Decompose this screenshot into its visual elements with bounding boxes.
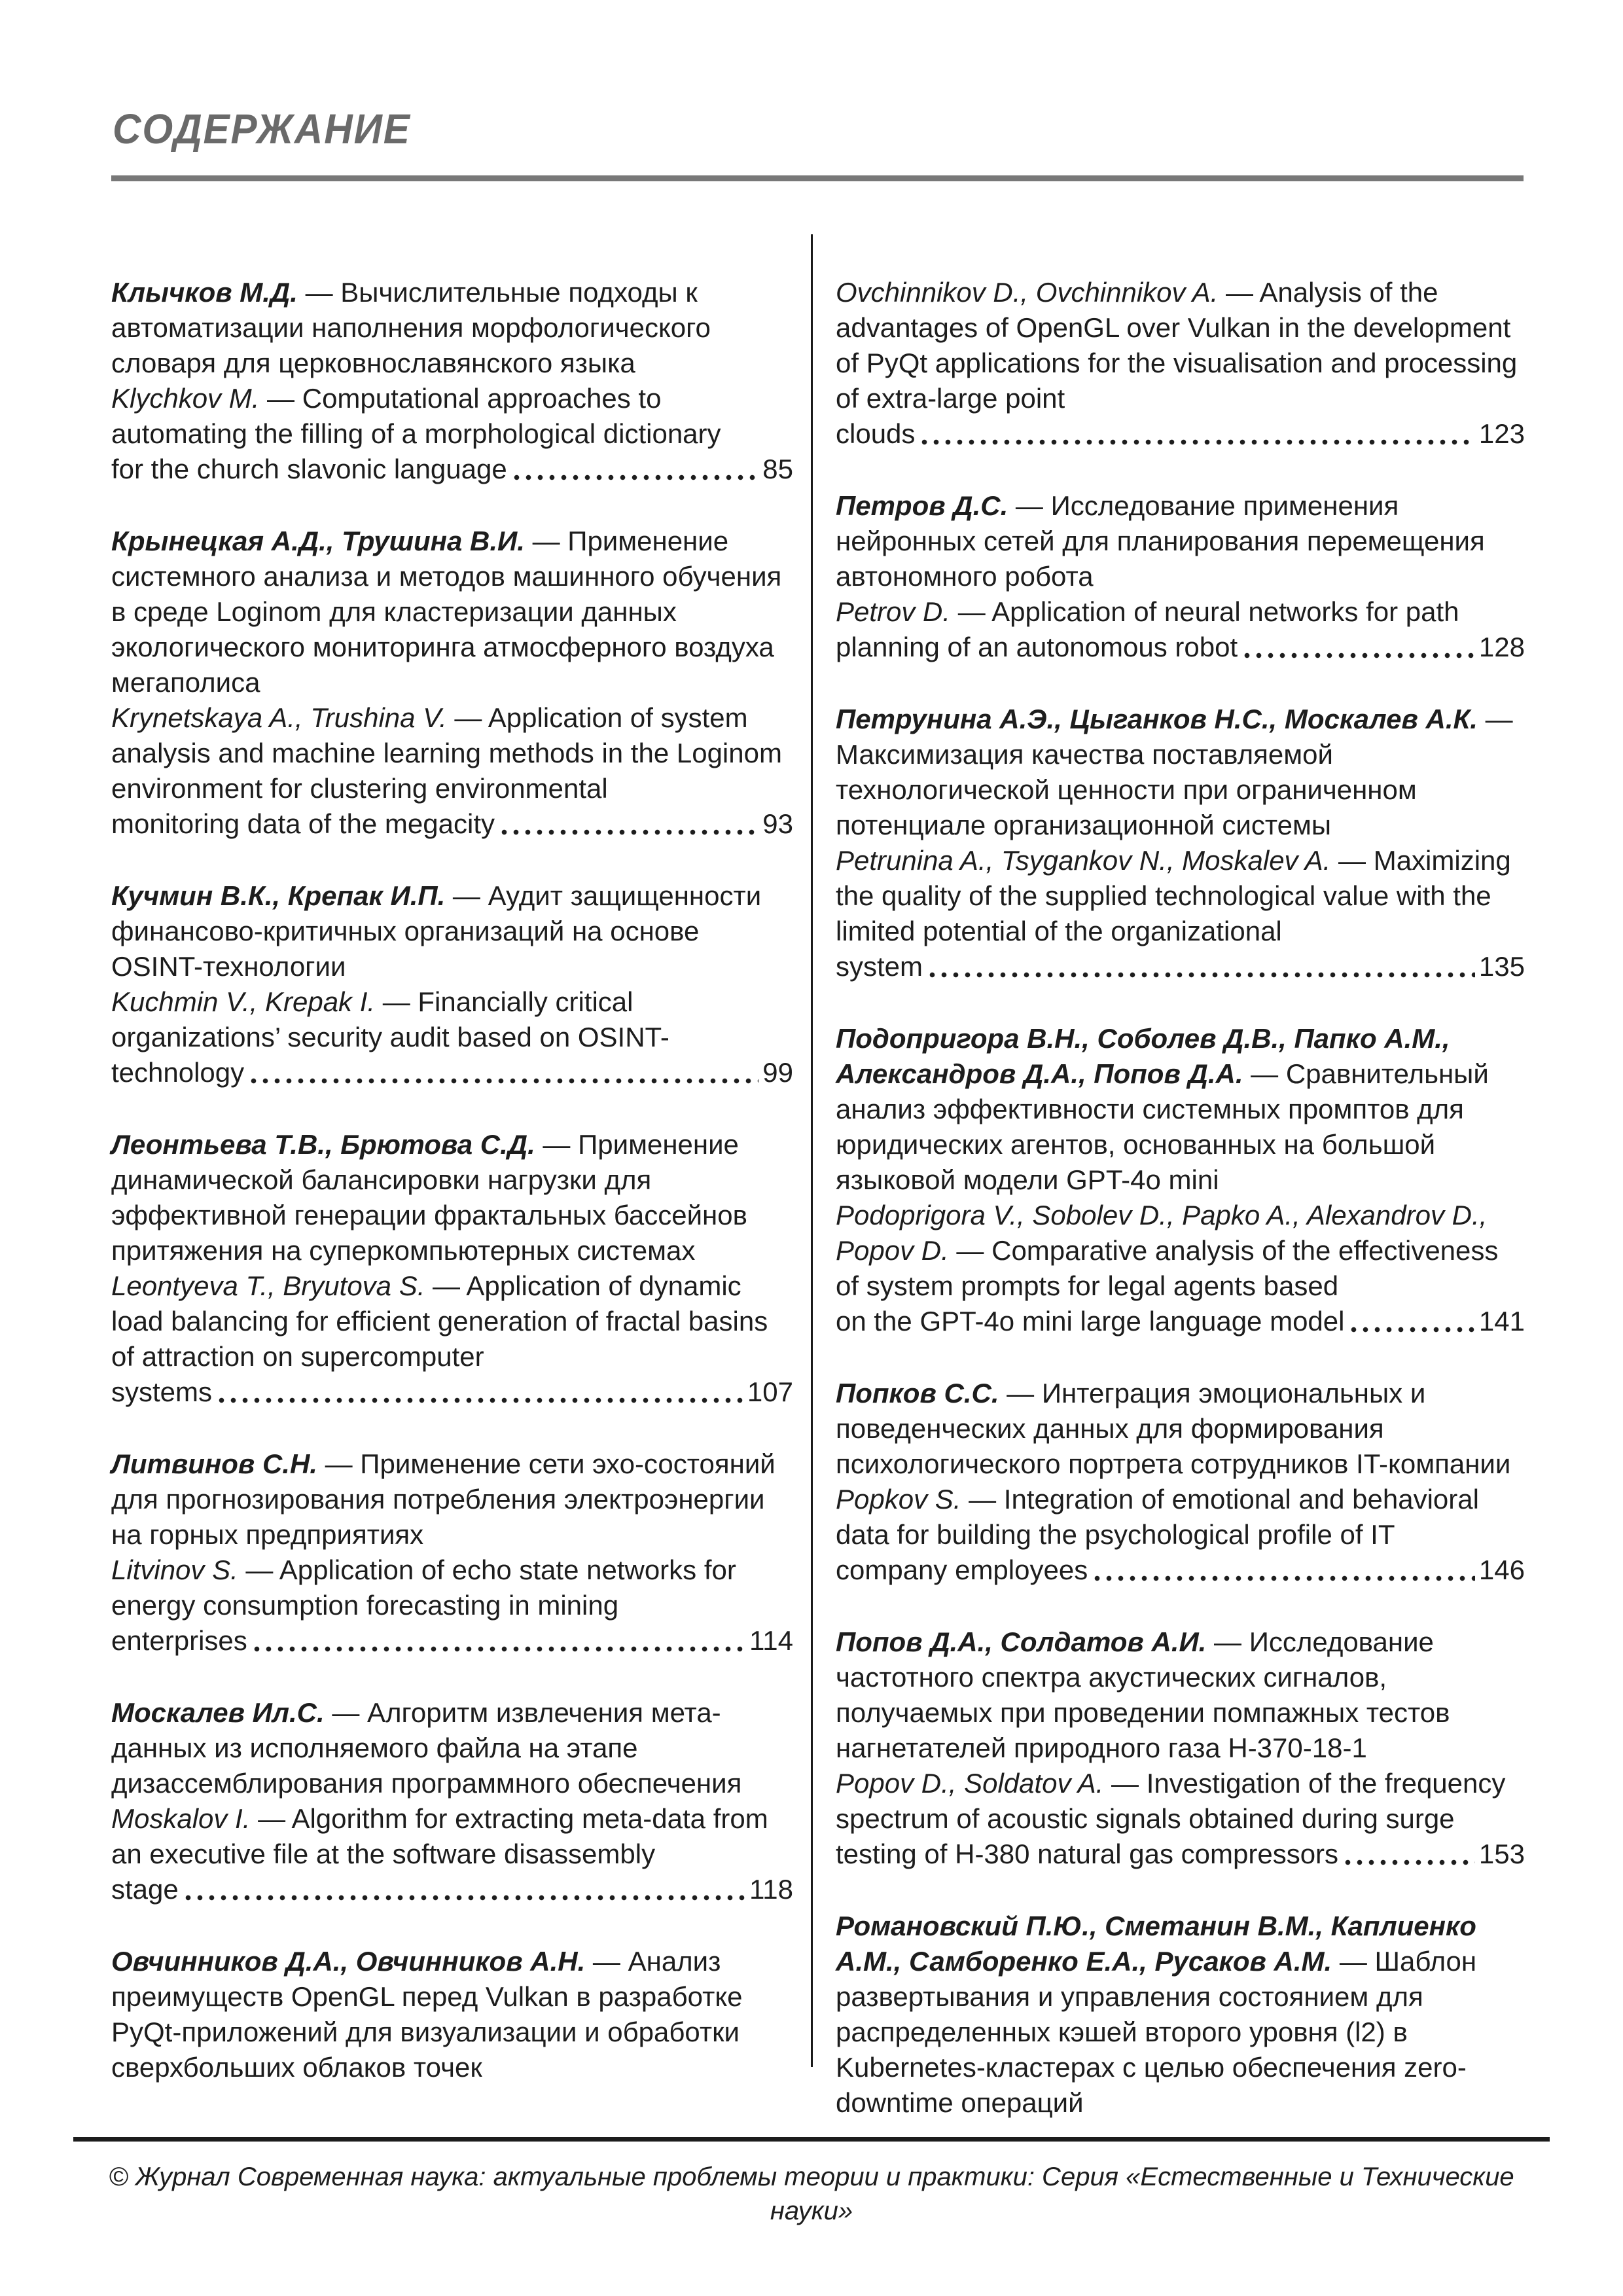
dot-leader <box>929 972 1475 978</box>
entry-title-ru: Максимизация качества поставляемой технологической ценности при ограниченном потенциале организационной системы <box>836 739 1417 840</box>
toc-entry <box>836 702 1525 984</box>
toc-entry <box>836 488 1525 665</box>
entry-authors-en: Popkov S. <box>836 1484 961 1515</box>
page-number: 114 <box>749 1625 793 1656</box>
entry-russian <box>111 1127 793 1268</box>
toc-column-left <box>111 275 793 2122</box>
dot-leader <box>514 475 759 480</box>
toc-entry <box>111 878 793 1090</box>
dot-leader <box>251 1078 758 1084</box>
entry-title-en: Comparative analysis of the effectiveness of system prompts for legal agents based <box>836 1235 1499 1301</box>
dash-separator: — <box>585 1946 628 1977</box>
toc-column-right <box>836 275 1525 2157</box>
header-rule <box>111 175 1524 181</box>
entry-authors-en: Litvinov S. <box>111 1554 238 1585</box>
toc-entry <box>836 1021 1525 1339</box>
entry-pagerow <box>836 949 1525 984</box>
entry-title-en-tail: system <box>836 951 923 982</box>
dash-separator: — <box>1218 277 1260 308</box>
entry-title-ru: Шаблон развертывания и управления состоянием для распределенных кэшей второго уровня (l2) в Kubernetes-кластерах с целью обеспечения zero-downtime операций <box>836 1946 1477 2118</box>
dash-separator: — <box>524 526 568 556</box>
entry-english <box>836 1482 1525 1552</box>
dash-separator: — <box>1206 1626 1249 1657</box>
toc-entry <box>836 1624 1525 1872</box>
entry-pagerow <box>836 1304 1525 1339</box>
entry-russian <box>836 702 1525 843</box>
dash-separator: — <box>948 1235 992 1266</box>
toc-entry <box>111 1944 793 2085</box>
entry-title-ru: Исследование частотного спектра акустических сигналов, получаемых при проведении помпажных тестов нагнетателей природного газа Н-370-18-1 <box>836 1626 1450 1763</box>
entry-title-en-tail: systems <box>111 1376 213 1407</box>
entry-english <box>111 700 793 806</box>
entry-title-ru: Интеграция эмоциональных и поведенческих данных для формирования психологического портрета сотрудников IT-компании <box>836 1378 1511 1479</box>
toc-entry <box>111 1695 793 1907</box>
entry-authors-en: Krynetskaya A., Trushina V. <box>111 702 447 733</box>
entry-authors-en: Ovchinnikov D., Ovchinnikov A. <box>836 277 1219 308</box>
entry-authors-en: Petrunina A., Tsygankov N., Moskalev A. <box>836 845 1331 876</box>
entry-title-en-tail: company employees <box>836 1554 1088 1585</box>
dash-separator: — <box>324 1697 367 1728</box>
entry-english <box>836 275 1525 416</box>
entry-english <box>111 1268 793 1374</box>
entry-authors-en: Klychkov M. <box>111 383 260 414</box>
dash-separator: — <box>445 880 488 911</box>
entry-title-en: Application of dynamic load balancing for efficient generation of fractal basins of attraction on supercomputer <box>111 1270 768 1372</box>
dash-separator: — <box>1008 490 1051 521</box>
footer-rule <box>73 2137 1550 2142</box>
entry-authors-ru: Петрунина А.Э., Цыганков Н.С., Москалев А.К. <box>836 704 1478 734</box>
toc-entry <box>111 524 793 842</box>
dot-leader <box>921 439 1475 445</box>
page-number: 99 <box>762 1057 793 1088</box>
dash-separator: — <box>238 1554 279 1585</box>
dot-leader <box>254 1646 745 1652</box>
toc-entry <box>111 1127 793 1410</box>
entry-title-en-tail: monitoring data of the megacity <box>111 808 495 839</box>
entry-russian <box>836 1909 1525 2121</box>
entry-pagerow <box>111 1374 793 1410</box>
entry-pagerow <box>836 1837 1525 1872</box>
entry-russian <box>836 1021 1525 1198</box>
dash-separator: — <box>961 1484 1004 1515</box>
entry-pagerow <box>836 1552 1525 1588</box>
entry-russian <box>111 524 793 700</box>
entry-title-en: Application of echo state networks for energy consumption forecasting in mining <box>111 1554 736 1621</box>
entry-title-en-tail: stage <box>111 1874 179 1905</box>
column-divider <box>811 234 813 2067</box>
entry-pagerow <box>111 1623 793 1659</box>
entry-title-en-tail: enterprises <box>111 1625 247 1656</box>
dash-separator: — <box>1243 1058 1286 1089</box>
entry-title-en-tail: on the GPT-4o mini large language model <box>836 1306 1345 1336</box>
page-number: 135 <box>1478 951 1525 982</box>
entry-authors-ru: Подопригора В.Н., Соболев Д.В., Папко А.М., Александров Д.А., Попов Д.А. <box>836 1023 1450 1089</box>
entry-pagerow <box>111 1055 793 1090</box>
entry-authors-en: Petrov D. <box>836 596 951 627</box>
entry-title-ru: Аудит защищенности финансово-критичных организаций на основе OSINT-технологии <box>111 880 762 982</box>
entry-russian <box>111 1446 793 1552</box>
entry-russian <box>111 878 793 984</box>
entry-title-ru: Сравнительный анализ эффективности системных промптов для юридических агентов, основанных на большой языковой модели GPT-4o mini <box>836 1058 1489 1195</box>
dash-separator: — <box>317 1448 361 1479</box>
dot-leader <box>185 1895 745 1901</box>
dash-separator: — <box>259 383 302 414</box>
dash-separator: — <box>446 702 488 733</box>
entry-pagerow <box>111 1872 793 1907</box>
entry-title-en: Application of neural networks for path <box>991 596 1459 627</box>
entry-title-en: Integration of emotional and behavioral data for building the psychological profile of IT <box>836 1484 1479 1550</box>
entry-title-en-tail: testing of H-380 natural gas compressors <box>836 1839 1339 1869</box>
dot-leader <box>1351 1327 1474 1333</box>
entry-russian <box>111 275 793 381</box>
entry-authors-ru: Попов Д.А., Солдатов А.И. <box>836 1626 1207 1657</box>
entry-title-en: Computational approaches to automating the filling of a morphological dictionary <box>111 383 721 449</box>
entry-authors-ru: Клычков М.Д. <box>111 277 298 308</box>
entry-title-en: Maximizing the quality of the supplied technological value with the limited potential of the organizational <box>836 845 1511 946</box>
entry-english <box>111 984 793 1055</box>
page-number: 141 <box>1478 1306 1525 1336</box>
toc-entry <box>111 1446 793 1659</box>
entry-authors-ru: Петров Д.С. <box>836 490 1008 521</box>
entry-title-en: Application of system analysis and machine learning methods in the Loginom environment for clustering environmental <box>111 702 782 804</box>
page-number: 146 <box>1478 1554 1525 1585</box>
dot-leader <box>1244 653 1475 658</box>
entry-authors-en: Leontyeva T., Bryutova S. <box>111 1270 425 1301</box>
entry-russian <box>836 488 1525 594</box>
entry-authors-en: Kuchmin V., Krepak I. <box>111 986 376 1017</box>
entry-authors-ru: Овчинников Д.А., Овчинников А.Н. <box>111 1946 586 1977</box>
dash-separator: — <box>1330 845 1374 876</box>
entry-title-ru: Применение динамической балансировки нагрузки для эффективной генерации фрактальных бассейнов притяжения на суперкомпьютерных системах <box>111 1129 747 1266</box>
dash-separator: — <box>1332 1946 1375 1977</box>
entry-authors-ru: Литвинов С.Н. <box>111 1448 317 1479</box>
entry-title-ru: Алгоритм извлечения мета-данных из исполняемого файла на этапе дизассемблирования программного обеспечения <box>111 1697 742 1799</box>
entry-authors-ru: Попков С.С. <box>836 1378 999 1408</box>
entry-english <box>111 1552 793 1623</box>
entry-english <box>836 594 1525 630</box>
entry-authors-ru: Крынецкая А.Д., Трушина В.И. <box>111 526 525 556</box>
entry-pagerow <box>111 806 793 842</box>
entry-pagerow <box>836 416 1525 452</box>
entry-english <box>111 381 793 452</box>
dash-separator: — <box>1477 704 1513 734</box>
entry-title-en-tail: for the church slavonic language <box>111 454 507 484</box>
entry-english <box>836 1198 1525 1304</box>
entry-title-ru: Исследование применения нейронных сетей для планирования перемещения автономного робота <box>836 490 1485 592</box>
dot-leader <box>219 1397 743 1403</box>
dash-separator: — <box>250 1803 292 1834</box>
entry-title-en: Algorithm for extracting meta-data from an executive file at the software disassembly <box>111 1803 768 1869</box>
entry-pagerow <box>836 630 1525 665</box>
entry-russian <box>836 1624 1525 1766</box>
dash-separator: — <box>1103 1768 1147 1799</box>
entry-russian <box>111 1944 793 2085</box>
dot-leader <box>501 829 758 835</box>
entry-title-en: Financially critical organizations’ security audit based on OSINT- <box>111 986 669 1052</box>
dash-separator: — <box>950 596 992 627</box>
dash-separator: — <box>425 1270 467 1301</box>
entry-title-en-tail: technology <box>111 1057 245 1088</box>
entry-title-en-tail: planning of an autonomous robot <box>836 632 1238 662</box>
dot-leader <box>1094 1575 1475 1581</box>
entry-title-ru: Применение системного анализа и методов машинного обучения в среде Loginom для кластеризации данных экологического мониторинга атмосферного воздуха мегаполиса <box>111 526 782 698</box>
entry-english <box>836 1766 1525 1837</box>
toc-columns <box>111 275 1525 2157</box>
entry-title-en: Analysis of the advantages of OpenGL over Vulkan in the development of PyQt applications for the visualisation and processing of extra-large point <box>836 277 1518 414</box>
entry-authors-ru: Москалев Ил.С. <box>111 1697 325 1728</box>
page-number: 123 <box>1478 418 1525 449</box>
entry-title-ru: Вычислительные подходы к автоматизации наполнения морфологического словаря для церковнославянского языка <box>111 277 711 378</box>
entry-authors-ru: Романовский П.Ю., Сметанин В.М., Каплиенко А.М., Самборенко Е.А., Русаков А.М. <box>836 1910 1476 1977</box>
entry-title-ru: Применение сети эхо-состояний для прогнозирования потребления электроэнергии на горных предприятиях <box>111 1448 776 1550</box>
page-number: 118 <box>749 1874 793 1905</box>
entry-authors-ru: Кучмин В.К., Крепак И.П. <box>111 880 446 911</box>
entry-title-en: Investigation of the frequency spectrum of acoustic signals obtained during surge <box>836 1768 1506 1834</box>
page-number: 85 <box>762 454 793 484</box>
entry-authors-en: Podoprigora V., Sobolev D., Papko A., Alexandrov D., Popov D. <box>836 1200 1488 1266</box>
entry-title-ru: Анализ преимуществ OpenGL перед Vulkan в разработке PyQt-приложений для визуализации и обработки сверхбольших облаков точек <box>111 1946 743 2083</box>
toc-entry <box>836 275 1525 452</box>
toc-entry <box>836 1376 1525 1588</box>
dash-separator: — <box>375 986 418 1017</box>
page-number: 107 <box>747 1376 793 1407</box>
entry-english <box>111 1801 793 1872</box>
dash-separator: — <box>297 277 341 308</box>
toc-entry <box>836 1909 1525 2121</box>
page-title: СОДЕРЖАНИЕ <box>113 105 411 152</box>
toc-entry <box>111 275 793 487</box>
entry-russian <box>836 1376 1525 1482</box>
dash-separator: — <box>999 1378 1042 1408</box>
entry-pagerow <box>111 452 793 487</box>
footer-copyright: © Журнал Современная наука: актуальные проблемы теории и практики: Серия «Естественные и Технические науки» <box>109 2162 1514 2225</box>
page-number: 128 <box>1478 632 1525 662</box>
dot-leader <box>1345 1859 1475 1865</box>
entry-english <box>836 843 1525 949</box>
dash-separator: — <box>535 1129 579 1160</box>
entry-russian <box>111 1695 793 1801</box>
entry-authors-en: Moskalov I. <box>111 1803 251 1834</box>
entry-authors-ru: Леонтьева Т.В., Брютова С.Д. <box>111 1129 535 1160</box>
page-number: 153 <box>1478 1839 1525 1869</box>
page-number: 93 <box>762 808 793 839</box>
entry-title-en-tail: clouds <box>836 418 916 449</box>
entry-authors-en: Popov D., Soldatov A. <box>836 1768 1104 1799</box>
